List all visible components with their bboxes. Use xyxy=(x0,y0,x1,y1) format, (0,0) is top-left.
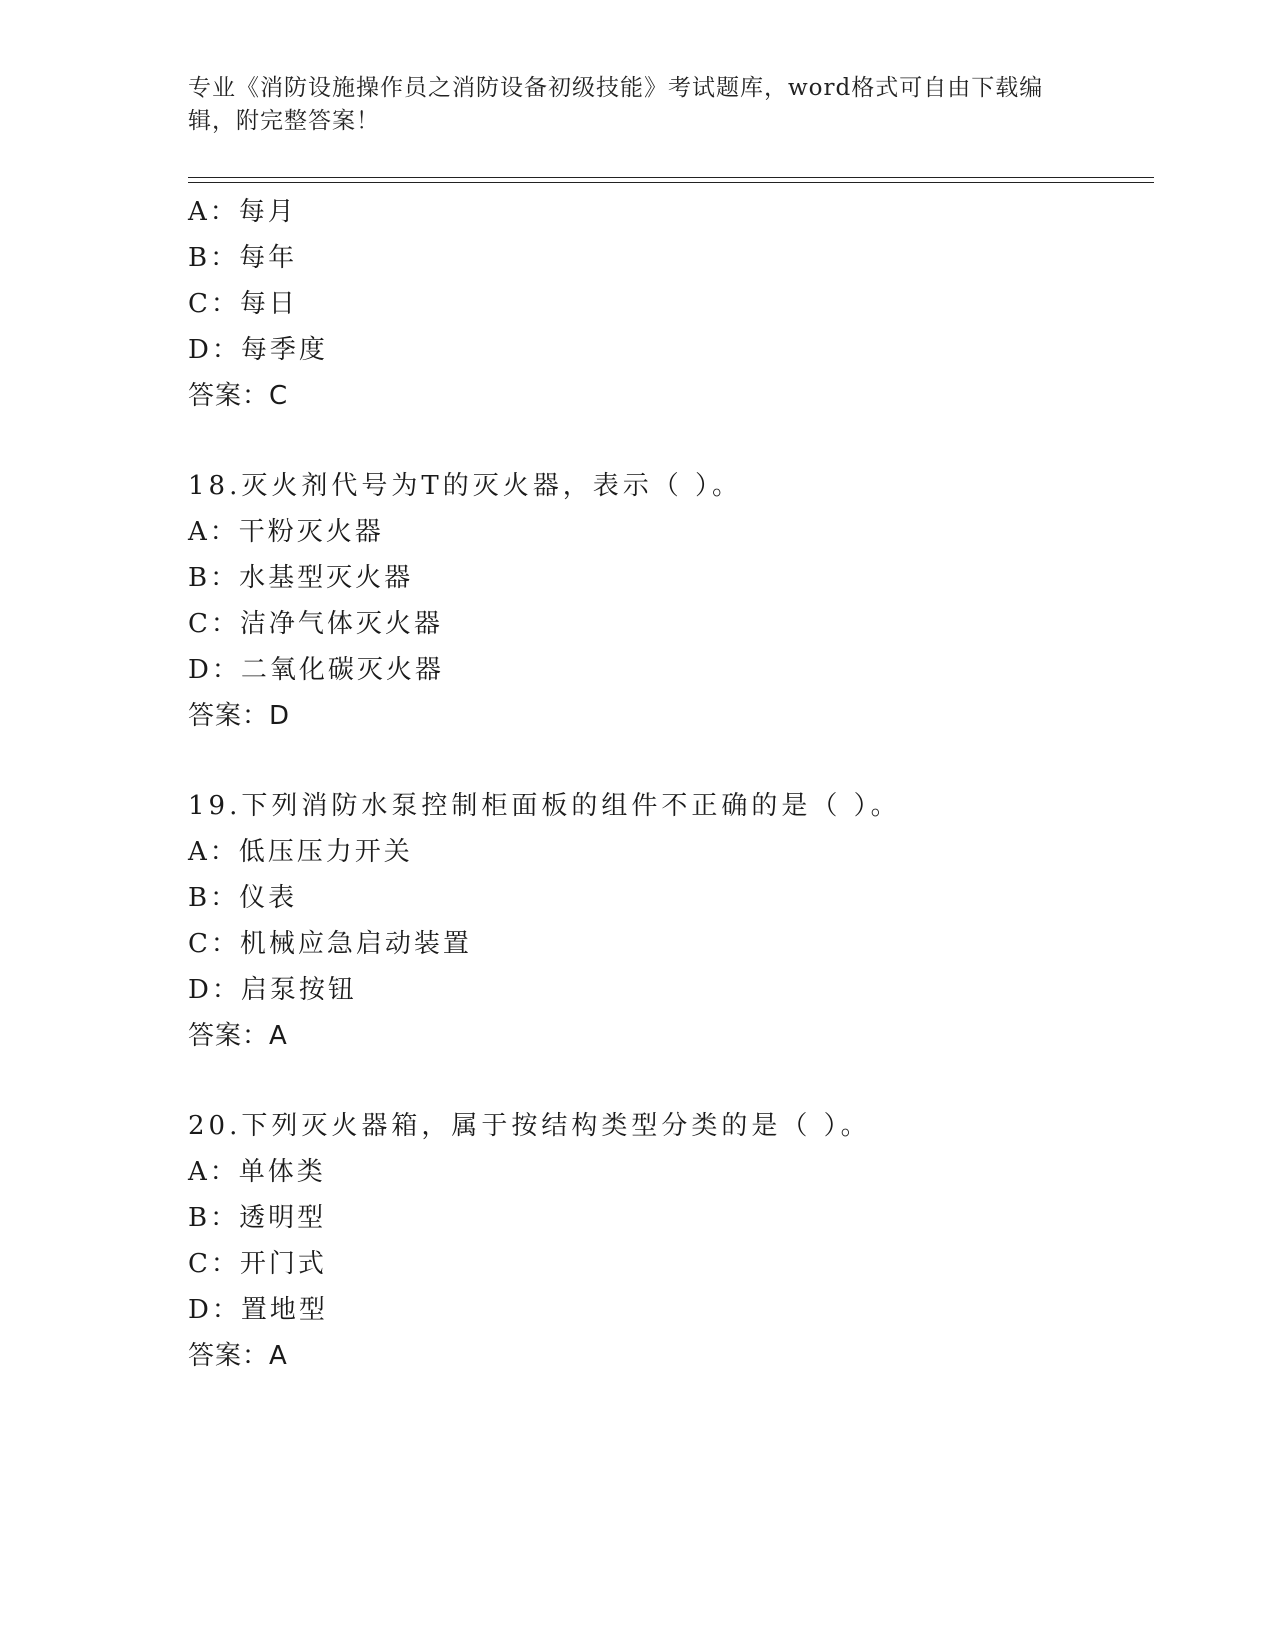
question-block-17 xyxy=(188,189,1148,419)
question-block-20 xyxy=(188,1103,1148,1379)
option-c: C：开门式 xyxy=(188,1249,327,1279)
answer-line: 答案：D xyxy=(188,701,291,731)
option-b: B：仪表 xyxy=(188,883,298,913)
header-divider-bottom xyxy=(188,182,1154,183)
question-list xyxy=(188,189,1148,1379)
option-a: A：每月 xyxy=(188,197,297,227)
option-b: B：水基型灭火器 xyxy=(188,563,414,593)
question-block-18 xyxy=(188,463,1148,739)
document-header xyxy=(188,72,1068,138)
option-d: D：二氧化碳灭火器 xyxy=(188,655,444,685)
question-text: 18.灭火剂代号为T的灭火器，表示（ ）。 xyxy=(188,471,742,501)
question-block-19 xyxy=(188,783,1148,1059)
answer-line: 答案：C xyxy=(188,381,289,411)
option-b: B：透明型 xyxy=(188,1203,327,1233)
header-line-1: 专业《消防设施操作员之消防设备初级技能》考试题库，word格式可自由下载编 xyxy=(188,75,1044,101)
question-text: 19.下列消防水泵控制柜面板的组件不正确的是（ ）。 xyxy=(188,791,901,821)
option-a: A：单体类 xyxy=(188,1157,326,1187)
option-a: A：干粉灭火器 xyxy=(188,517,384,547)
option-d: D：启泵按钮 xyxy=(188,975,357,1005)
answer-line: 答案：A xyxy=(188,1341,288,1371)
option-a: A：低压压力开关 xyxy=(188,837,413,867)
option-c: C：机械应急启动装置 xyxy=(188,929,472,959)
option-b: B：每年 xyxy=(188,243,298,273)
option-c: C：洁净气体灭火器 xyxy=(188,609,443,639)
header-divider-top xyxy=(188,177,1154,178)
option-d: D：置地型 xyxy=(188,1295,328,1325)
answer-line: 答案：A xyxy=(188,1021,288,1051)
option-c: C：每日 xyxy=(188,289,298,319)
question-text: 20.下列灭火器箱，属于按结构类型分类的是（ ）。 xyxy=(188,1111,871,1141)
option-d: D：每季度 xyxy=(188,335,328,365)
header-line-2: 辑，附完整答案！ xyxy=(188,108,380,134)
